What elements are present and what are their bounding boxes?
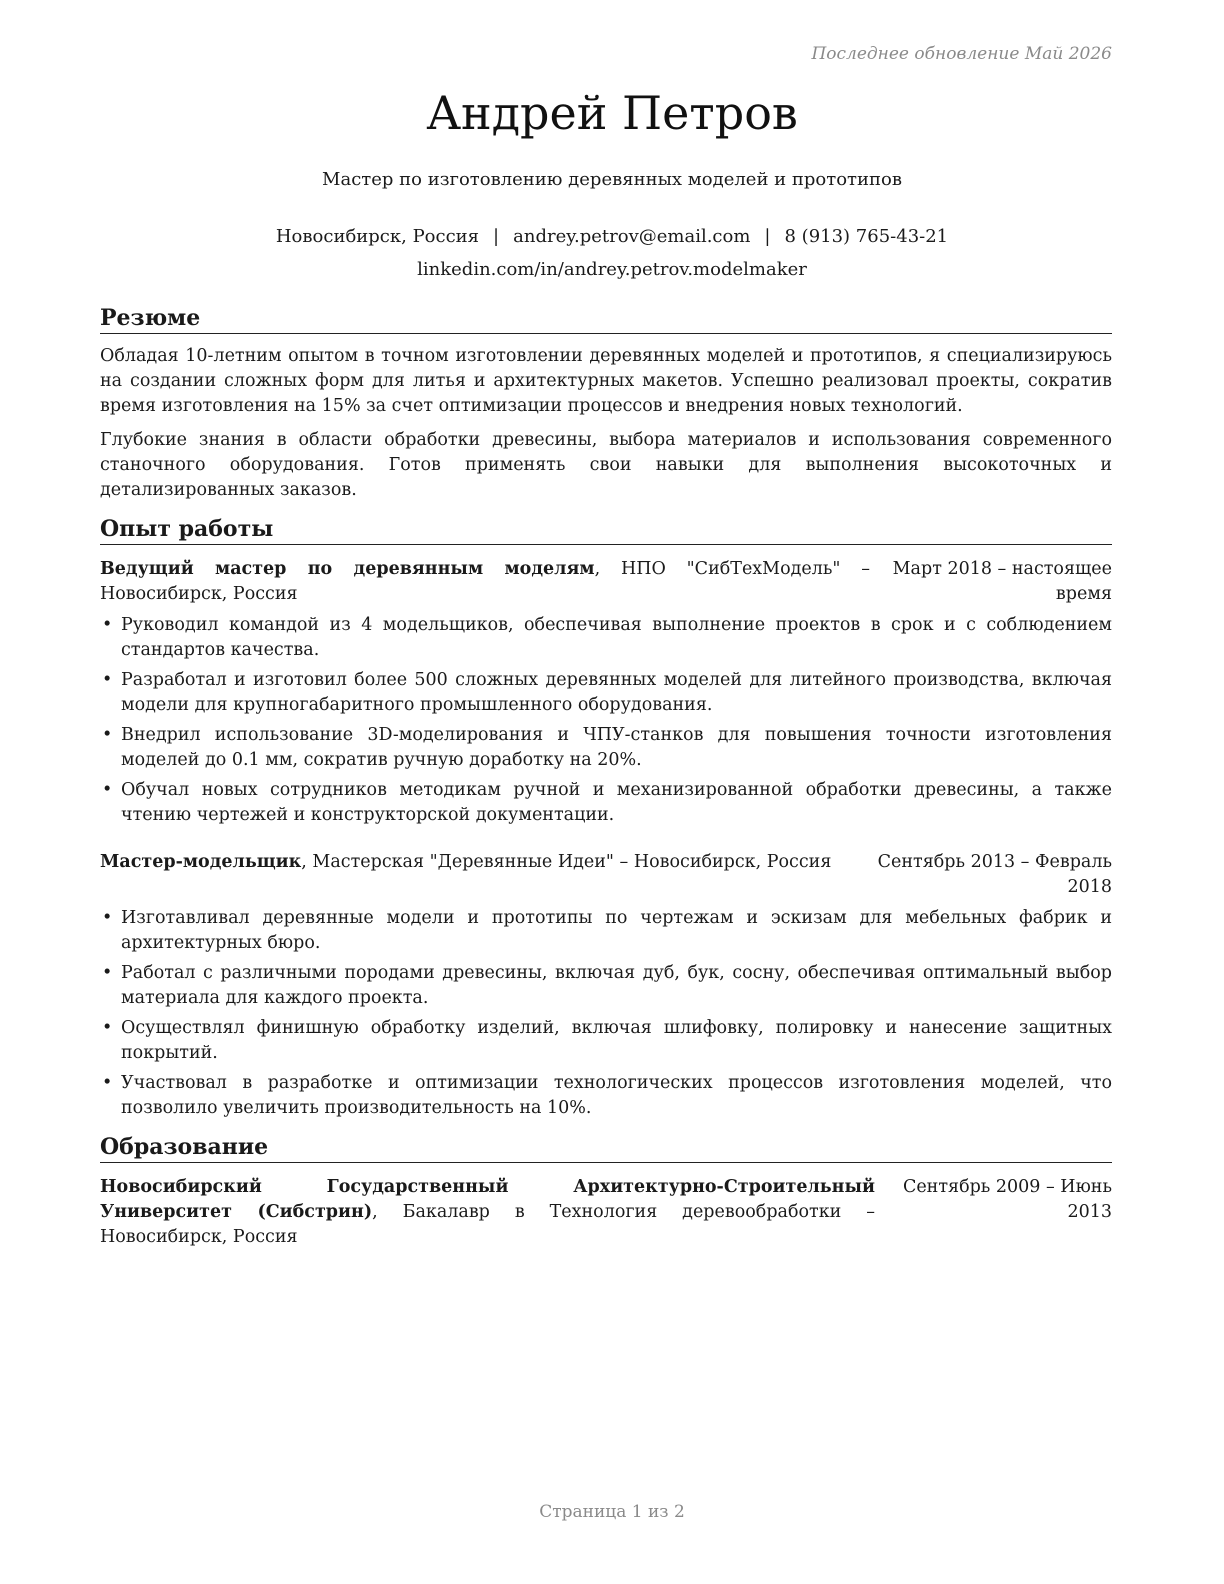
contact-line <box>0 220 1224 253</box>
job-organization: , НПО "СибТехМодель" – Новосибирск, Россия <box>100 559 870 604</box>
contact-info <box>0 220 1224 286</box>
job-dates: Март 2018 – настоящее время <box>892 559 1112 604</box>
job-dates: Сентябрь 2013 – Февраль 2018 <box>877 852 1112 897</box>
list-item: • Обучал новых сотрудников методикам ручной и механизированной обработки древесины, а также чтению чертежей и конструкторской документации. <box>100 778 1112 828</box>
job-organization: , Мастерская "Деревянные Идеи" – Новосибирск, Россия <box>301 852 832 872</box>
school-name: Новосибирский Государственный Архитектурно-Строительный Университет (Сибстрин) <box>100 1177 875 1222</box>
degree-details: , Бакалавр в Технология деревообработки – Новосибирск, Россия <box>100 1202 875 1247</box>
education-line <box>100 1175 875 1250</box>
location-text: Новосибирск, Россия <box>275 226 480 247</box>
education-header <box>100 1175 1112 1250</box>
list-item: • Внедрил использование 3D-моделирования и ЧПУ-станков для повышения точности изготовления моделей до 0.1 мм, сократив ручную доработку на 20%. <box>100 723 1112 773</box>
job-title-line <box>100 850 862 900</box>
summary-paragraph: Глубокие знания в области обработки древесины, выбора материалов и использования современного станочного оборудования. Готов применять свои навыки для выполнения высокоточных и детализированных заказов. <box>100 430 1112 500</box>
candidate-name: Андрей Петров <box>426 86 798 140</box>
job-title-line <box>100 557 870 607</box>
candidate-tagline: Мастер по изготовлению деревянных моделей и прототипов <box>322 169 902 190</box>
list-item: • Изготавливал деревянные модели и прототипы по чертежам и эскизам для мебельных фабрик и архитектурных бюро. <box>100 906 1112 956</box>
experience-section <box>100 515 1112 1121</box>
list-item: • Руководил командой из 4 модельщиков, обеспечивая выполнение проектов в срок и с соблюдением стандартов качества. <box>100 613 1112 663</box>
section-title-experience: Опыт работы <box>100 515 1112 545</box>
list-item: • Работал с различными породами древесины, включая дуб, бук, сосну, обеспечивая оптимальный выбор материала для каждого проекта. <box>100 961 1112 1011</box>
list-item: • Участвовал в разработке и оптимизации технологических процессов изготовления моделей, что позволило увеличить производительность на 10%. <box>100 1071 1112 1121</box>
linkedin-link[interactable]: linkedin.com/in/andrey.petrov.modelmaker <box>417 259 807 280</box>
list-item: • Осуществлял финишную обработку изделий, включая шлифовку, полировку и нанесение защитных покрытий. <box>100 1016 1112 1066</box>
job-role: Ведущий мастер по деревянным моделям <box>100 559 595 579</box>
section-title-education: Образование <box>100 1133 1112 1163</box>
summary-paragraph: Обладая 10-летним опытом в точном изготовлении деревянных моделей и прототипов, я специализируюсь на создании сложных форм для литья и архитектурных макетов. Успешно реализовал проекты, сократив время изготовления на 15% за счет оптимизации процессов и внедрения новых технологий. <box>100 346 1112 416</box>
education-section <box>100 1133 1112 1250</box>
job-header <box>100 850 1112 900</box>
job-header <box>100 557 1112 607</box>
email-link[interactable]: andrey.petrov@email.com <box>513 226 751 247</box>
resume-body <box>100 304 1112 1250</box>
page-number: Страница 1 из 2 <box>539 1502 685 1522</box>
education-dates: Сентябрь 2009 – Июнь 2013 <box>902 1177 1112 1222</box>
contact-separator: | <box>493 226 500 247</box>
section-title-summary: Резюме <box>100 304 1112 334</box>
list-item: • Разработал и изготовил более 500 сложных деревянных моделей для литейного производства, включая модели для крупногабаритного промышленного оборудования. <box>100 668 1112 718</box>
job-bullet-list <box>100 906 1112 1121</box>
summary-section <box>100 304 1112 503</box>
job-bullet-list <box>100 613 1112 828</box>
phone-text: 8 (913) 765-43-21 <box>784 226 949 247</box>
contact-separator: | <box>764 226 771 247</box>
job-role: Мастер-модельщик <box>100 852 302 872</box>
last-updated-note: Последнее обновление Май 2026 <box>811 44 1112 64</box>
